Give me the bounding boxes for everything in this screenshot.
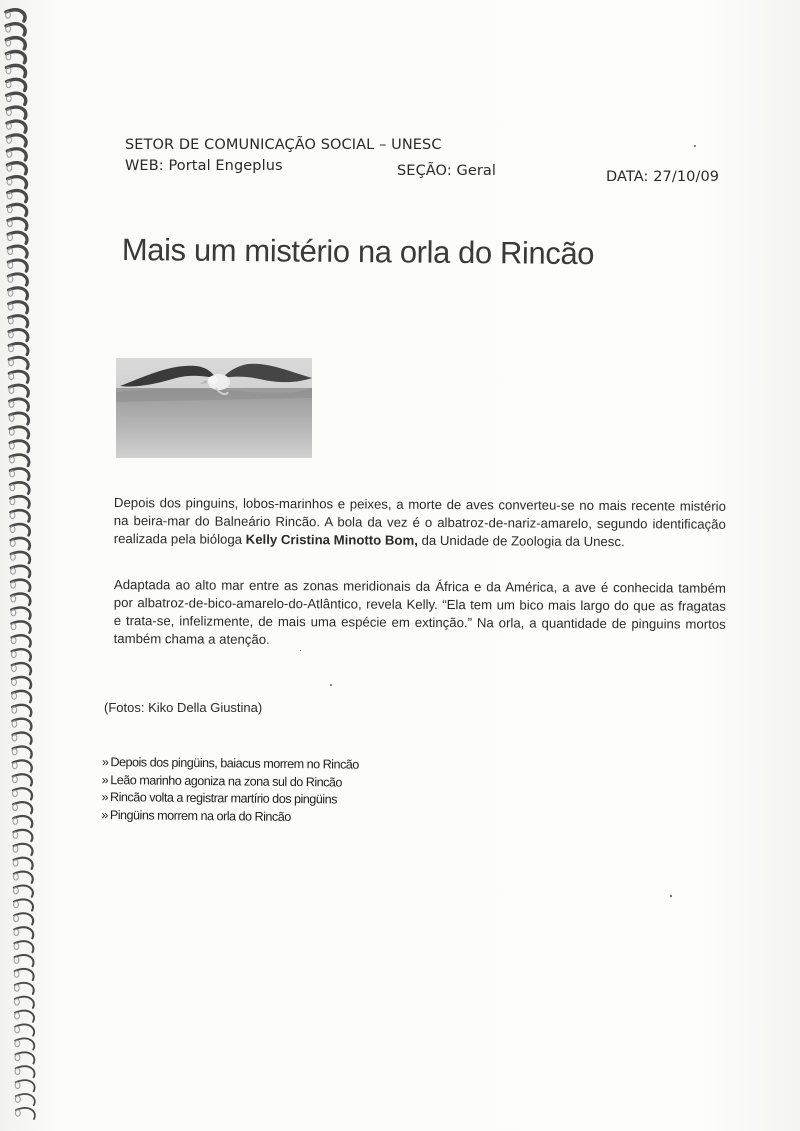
related-links [101, 754, 359, 827]
bullet-icon: » [101, 772, 109, 787]
article-title: Mais um mistério na orla do Rincão [121, 232, 595, 272]
header-sector: SETOR DE COMUNICAÇÃO SOCIAL – UNESC [125, 137, 442, 153]
related-link-4[interactable] [101, 806, 358, 826]
paragraph-1-text-a: Depois dos pinguins, lobos-marinhos e peixes, a morte de aves converteu-se no mais recente mistério na beira-mar do Balneário Rincão. A bola da vez é o albatroz-de-nariz-amarelo, segundo identificação realizada pela bióloga [113, 494, 726, 547]
paragraph-1 [114, 494, 726, 552]
header-web: WEB: Portal Engeplus [125, 158, 283, 174]
photo-credit: (Fotos: Kiko Della Giustina) [104, 700, 263, 715]
scan-speck [670, 895, 672, 897]
paragraph-2: Adaptada ao alto mar entre as zonas meridionais da África e da América, a ave é conhecida também por albatroz-de-bico-amarelo-do-Atlântico, revela Kelly. “Ela tem um bico mais largo do que as fragatas e trata-se, infelizmente, de mais uma espécie em extinção.” Na orla, a quantidade de pinguins mortos também chama a atenção. [113, 577, 726, 647]
bullet-icon: » [101, 789, 109, 805]
related-link-3-text[interactable]: Rincão volta a registrar martírio dos pingüins [109, 790, 338, 807]
scan-speck [300, 650, 301, 651]
bullet-icon: » [101, 754, 109, 770]
bullet-icon: » [101, 807, 108, 822]
header-date: DATA: 27/10/09 [606, 169, 720, 185]
related-link-4-text[interactable]: Pingüins morrem na orla do Rincão [109, 807, 291, 824]
related-link-2-text[interactable]: Leão marinho agoniza na zona sul do Rincão [110, 772, 343, 790]
biologist-name: Kelly Cristina Minotto Bom, [245, 531, 418, 548]
scan-speck [330, 684, 332, 686]
scan-speck [694, 145, 696, 147]
related-link-1[interactable] [102, 754, 359, 774]
related-link-1-text[interactable]: Depois dos pingüins, baiacus morrem no Rincão [110, 755, 359, 772]
header-section: SEÇÃO: Geral [397, 163, 497, 179]
related-link-3[interactable] [101, 789, 358, 809]
spiral-binding [0, 0, 50, 1131]
paragraph-1-text-b: da Unidade de Zoologia da Unesc. [417, 532, 625, 550]
albatross-photo [116, 358, 312, 458]
